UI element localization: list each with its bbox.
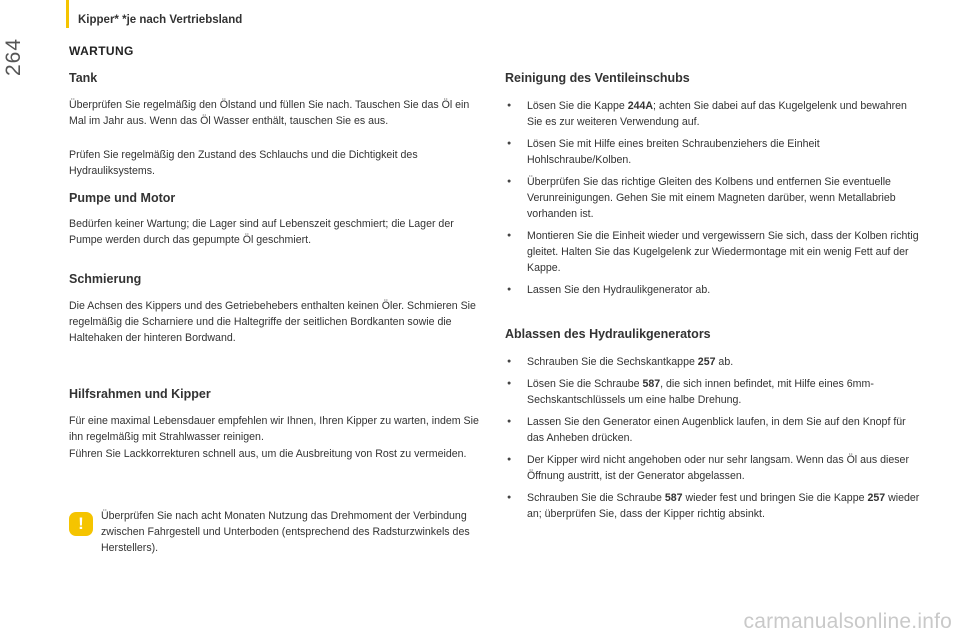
header-title: Kipper* *je nach Vertriebsland: [78, 14, 243, 26]
pump-paragraph: Bedürfen keiner Wartung; die Lager sind auf Lebenszeit geschmiert; die Lager der Pumpe werden durch das gepumpte Öl geschmiert.: [69, 218, 454, 246]
tank-paragraph-2: Prüfen Sie regelmäßig den Zustand des Schlauchs und die Dichtigkeit des Hydrauliksystems.: [69, 149, 418, 177]
lube-heading: Schmierung: [69, 272, 142, 286]
list-item: ● Lösen Sie mit Hilfe eines breiten Schraubenziehers die Einheit Hohlschraube/Kolben.: [505, 136, 923, 168]
warning-icon: !: [69, 512, 93, 536]
list-item: ● Schrauben Sie die Sechskantkappe 257 ab.: [505, 354, 923, 370]
frame-paragraph-2: Führen Sie Lackkorrekturen schnell aus, um die Ausbreitung von Rost zu vermeiden.: [69, 448, 467, 460]
list-item: ● Lösen Sie die Schraube 587, die sich innen befindet, mit Hilfe eines 6mm-Sechskantschlüssels um eine halbe Drehung.: [505, 376, 923, 408]
warning-text: Überprüfen Sie nach acht Monaten Nutzung das Drehmoment der Verbindung zwischen Fahrgestell und Unterboden (entsprechend des Radsturzwinkels des Herstellers).: [101, 510, 470, 554]
drain-heading: Ablassen des Hydraulikgenerators: [505, 327, 711, 341]
list-item: ● Der Kipper wird nicht angehoben oder nur sehr langsam. Wenn das Öl aus dieser Öffnung austritt, ist der Generator abgelassen.: [505, 452, 923, 484]
list-item: ● Lassen Sie den Generator einen Augenblick laufen, in dem Sie auf den Knopf für das Anheben drücken.: [505, 414, 923, 446]
valve-steps-list: [505, 98, 923, 304]
page-number: 264: [2, 37, 25, 76]
tank-paragraph-1: Überprüfen Sie regelmäßig den Ölstand und füllen Sie nach. Tauschen Sie das Öl ein Mal im Jahr aus. Wenn das Öl Wasser enthält, tauschen Sie es aus.: [69, 99, 470, 127]
pump-heading: Pumpe und Motor: [69, 191, 176, 205]
watermark: carmanualsonline.info: [743, 610, 952, 633]
lube-paragraph: Die Achsen des Kippers und des Getriebehebers enthalten keinen Öler. Schmieren Sie regelmäßig die Scharniere und die Haltegriffe der seitlichen Bordkanten sowie die Haltehaken der hinteren Bordwand.: [69, 300, 476, 344]
list-item: ● Schrauben Sie die Schraube 587 wieder fest und bringen Sie die Kappe 257 wieder an; überprüfen Sie, dass der Kipper richtig absinkt.: [505, 490, 923, 522]
frame-paragraph-1: Für eine maximal Lebensdauer empfehlen wir Ihnen, Ihren Kipper zu warten, indem Sie ihn regelmäßig mit Strahlwasser reinigen.: [69, 415, 479, 443]
valve-heading: Reinigung des Ventileinschubs: [505, 71, 690, 85]
frame-heading: Hilfsrahmen und Kipper: [69, 387, 211, 401]
list-item: ● Lösen Sie die Kappe 244A; achten Sie dabei auf das Kugelgelenk und bewahren Sie es zur weiteren Verwendung auf.: [505, 98, 923, 130]
drain-steps-list: [505, 354, 923, 528]
section-main-title: WARTUNG: [69, 44, 134, 58]
list-item: ● Montieren Sie die Einheit wieder und vergewissern Sie sich, dass der Kolben richtig gleitet. Halten Sie das Kugelgelenk zur Wiedermontage mit ein wenig Fett auf der Kappe.: [505, 228, 923, 276]
list-item: ● Lassen Sie den Hydraulikgenerator ab.: [505, 282, 923, 298]
header-accent-bar: [66, 0, 69, 28]
tank-heading: Tank: [69, 71, 98, 85]
list-item: ● Überprüfen Sie das richtige Gleiten des Kolbens und entfernen Sie eventuelle Verunreinigungen. Gehen Sie mit einem Magneten darüber, wenn Metallabrieb vorhanden ist.: [505, 174, 923, 222]
